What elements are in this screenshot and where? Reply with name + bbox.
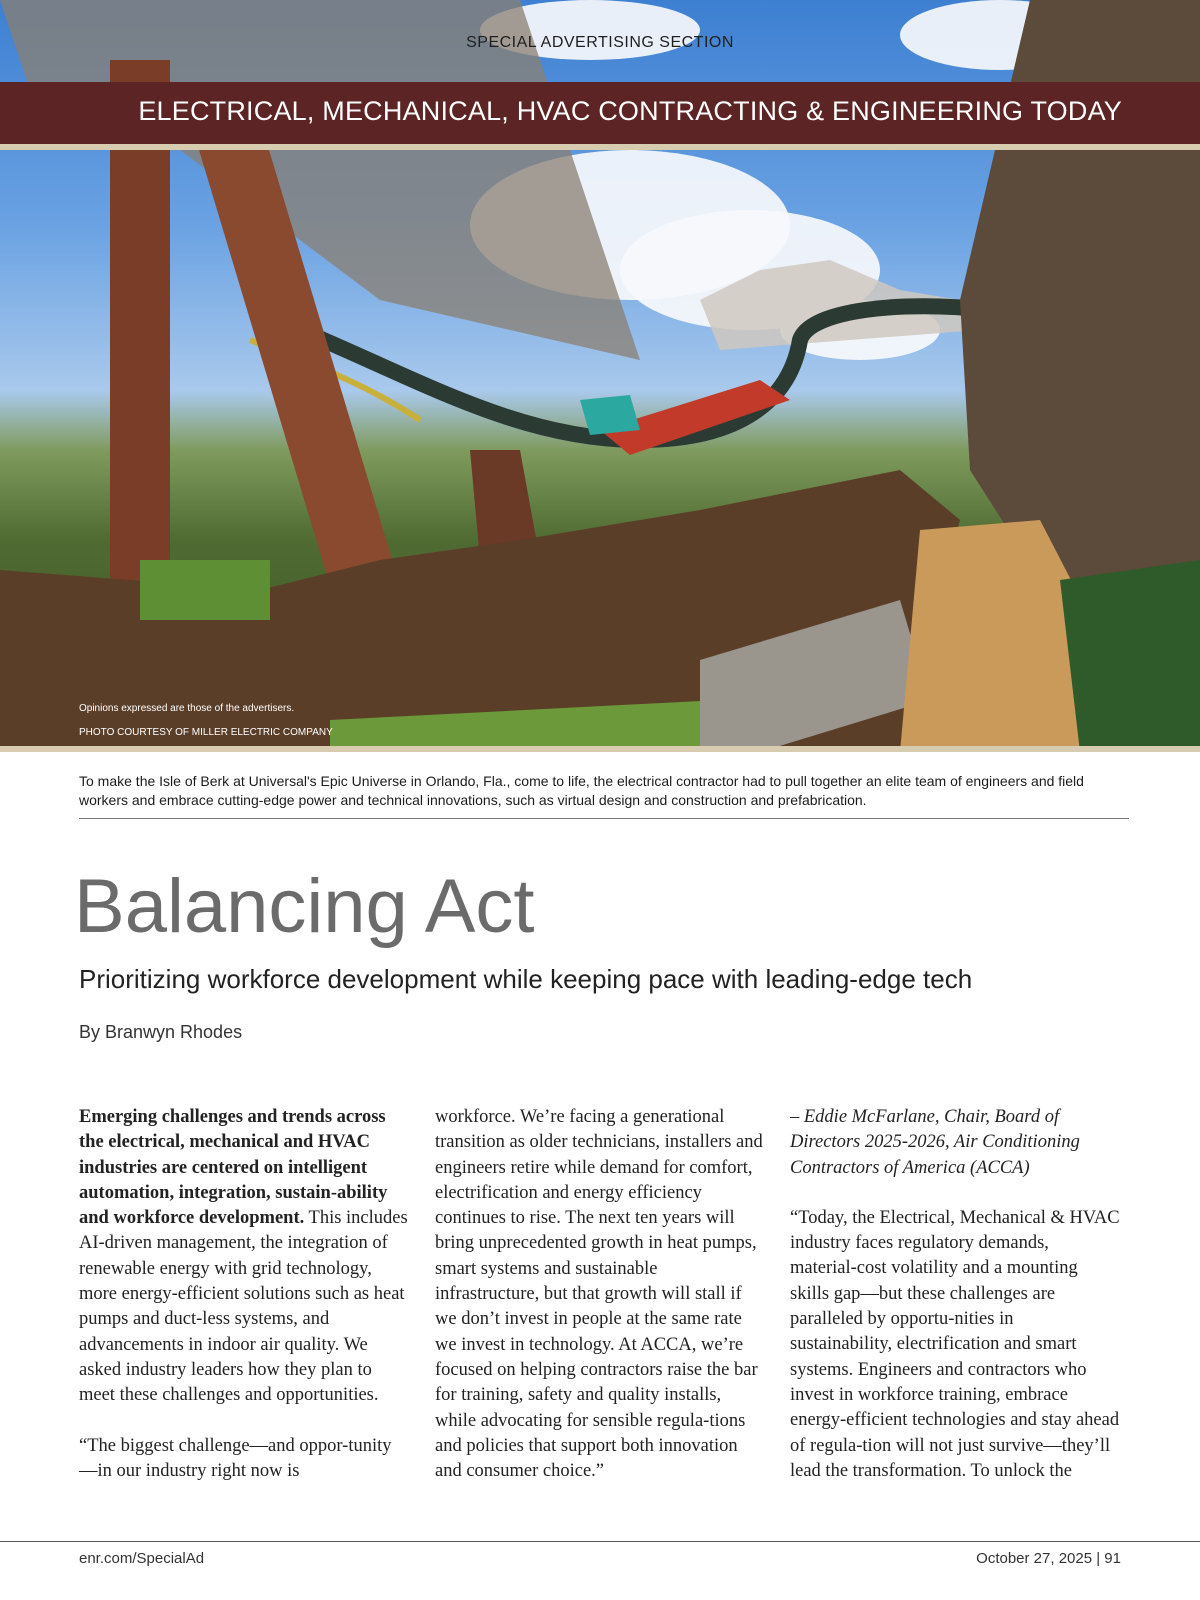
photo-caption: To make the Isle of Berk at Universal's Epic Universe in Orlando, Fla., come to life, the electrical contractor had to pull together an elite team of engineers and field workers and embrace cutting-edge power and technical innovations, such as virtual design and construction and prefabrication. — [79, 773, 1084, 808]
article-headline: Balancing Act — [74, 864, 535, 949]
photo-bottom-rule — [0, 746, 1200, 752]
column-3 — [790, 1105, 1120, 1509]
lede-rest: This includes AI-driven management, the integration of renewable energy with grid technology, more energy-efficient solutions such as heat pumps and duct-less systems, and advancements in indoor air quality. We asked industry leaders how they plan to meet these challenges and opportunities. — [79, 1208, 408, 1406]
column-1 — [79, 1105, 409, 1509]
article-subhead: Prioritizing workforce development while keeping pace with leading-edge tech — [79, 964, 973, 994]
section-banner — [0, 82, 1200, 150]
photo-credit: PHOTO COURTESY OF MILLER ELECTRIC COMPANY — [79, 727, 333, 738]
footer-divider — [0, 1541, 1200, 1542]
section-label: SPECIAL ADVERTISING SECTION — [466, 34, 734, 51]
lede-bold: Emerging challenges and trends across the electrical, mechanical and HVAC industries are centered on intelligent automation, integration, sustain-ability and workforce development. — [79, 1107, 388, 1229]
lede-paragraph — [79, 1105, 409, 1409]
column-2 — [435, 1105, 765, 1509]
photo-disclaimer: Opinions expressed are those of the advertisers. — [79, 703, 295, 714]
quote-continued: workforce. We’re facing a generational transition as older technicians, installers and engineers retire while demand for comfort, electrification and energy efficiency continues to rise. The next ten years will bring unprecedented growth in heat pumps, smart systems and sustainable infrastructure, but that growth will stall if we don’t invest in people at the same rate we invest in technology. At ACCA, we’re focused on helping contractors raise the bar for training, safety and quality installs, while advocating for sensible regula-tions and policies that support both innovation and consumer choice.” — [435, 1107, 763, 1482]
quote-attribution: – Eddie McFarlane, Chair, Board of Directors 2025-2026, Air Conditioning Contractors of America (ACCA) — [790, 1107, 1080, 1178]
banner-title: ELECTRICAL, MECHANICAL, HVAC CONTRACTING & ENGINEERING TODAY — [138, 96, 1122, 126]
caption-divider — [79, 818, 1129, 819]
quote-start: “The biggest challenge—and oppor-tunity—in our industry right now is — [79, 1435, 392, 1481]
footer-url[interactable]: enr.com/SpecialAd — [79, 1550, 205, 1567]
article-byline: By Branwyn Rhodes — [79, 1022, 243, 1042]
second-quote: “Today, the Electrical, Mechanical & HVAC industry faces regulatory demands, material-cost volatility and a mounting skills gap—but these challenges are paralleled by opportu-nities in sustainability, electrification and smart systems. Engineers and contractors who invest in workforce training, embrace energy-efficient technologies and stay ahead of regula-tion will not just survive—they’ll lead the transformation. To unlock the — [790, 1207, 1120, 1481]
footer-date-page: October 27, 2025 | 91 — [976, 1550, 1121, 1567]
